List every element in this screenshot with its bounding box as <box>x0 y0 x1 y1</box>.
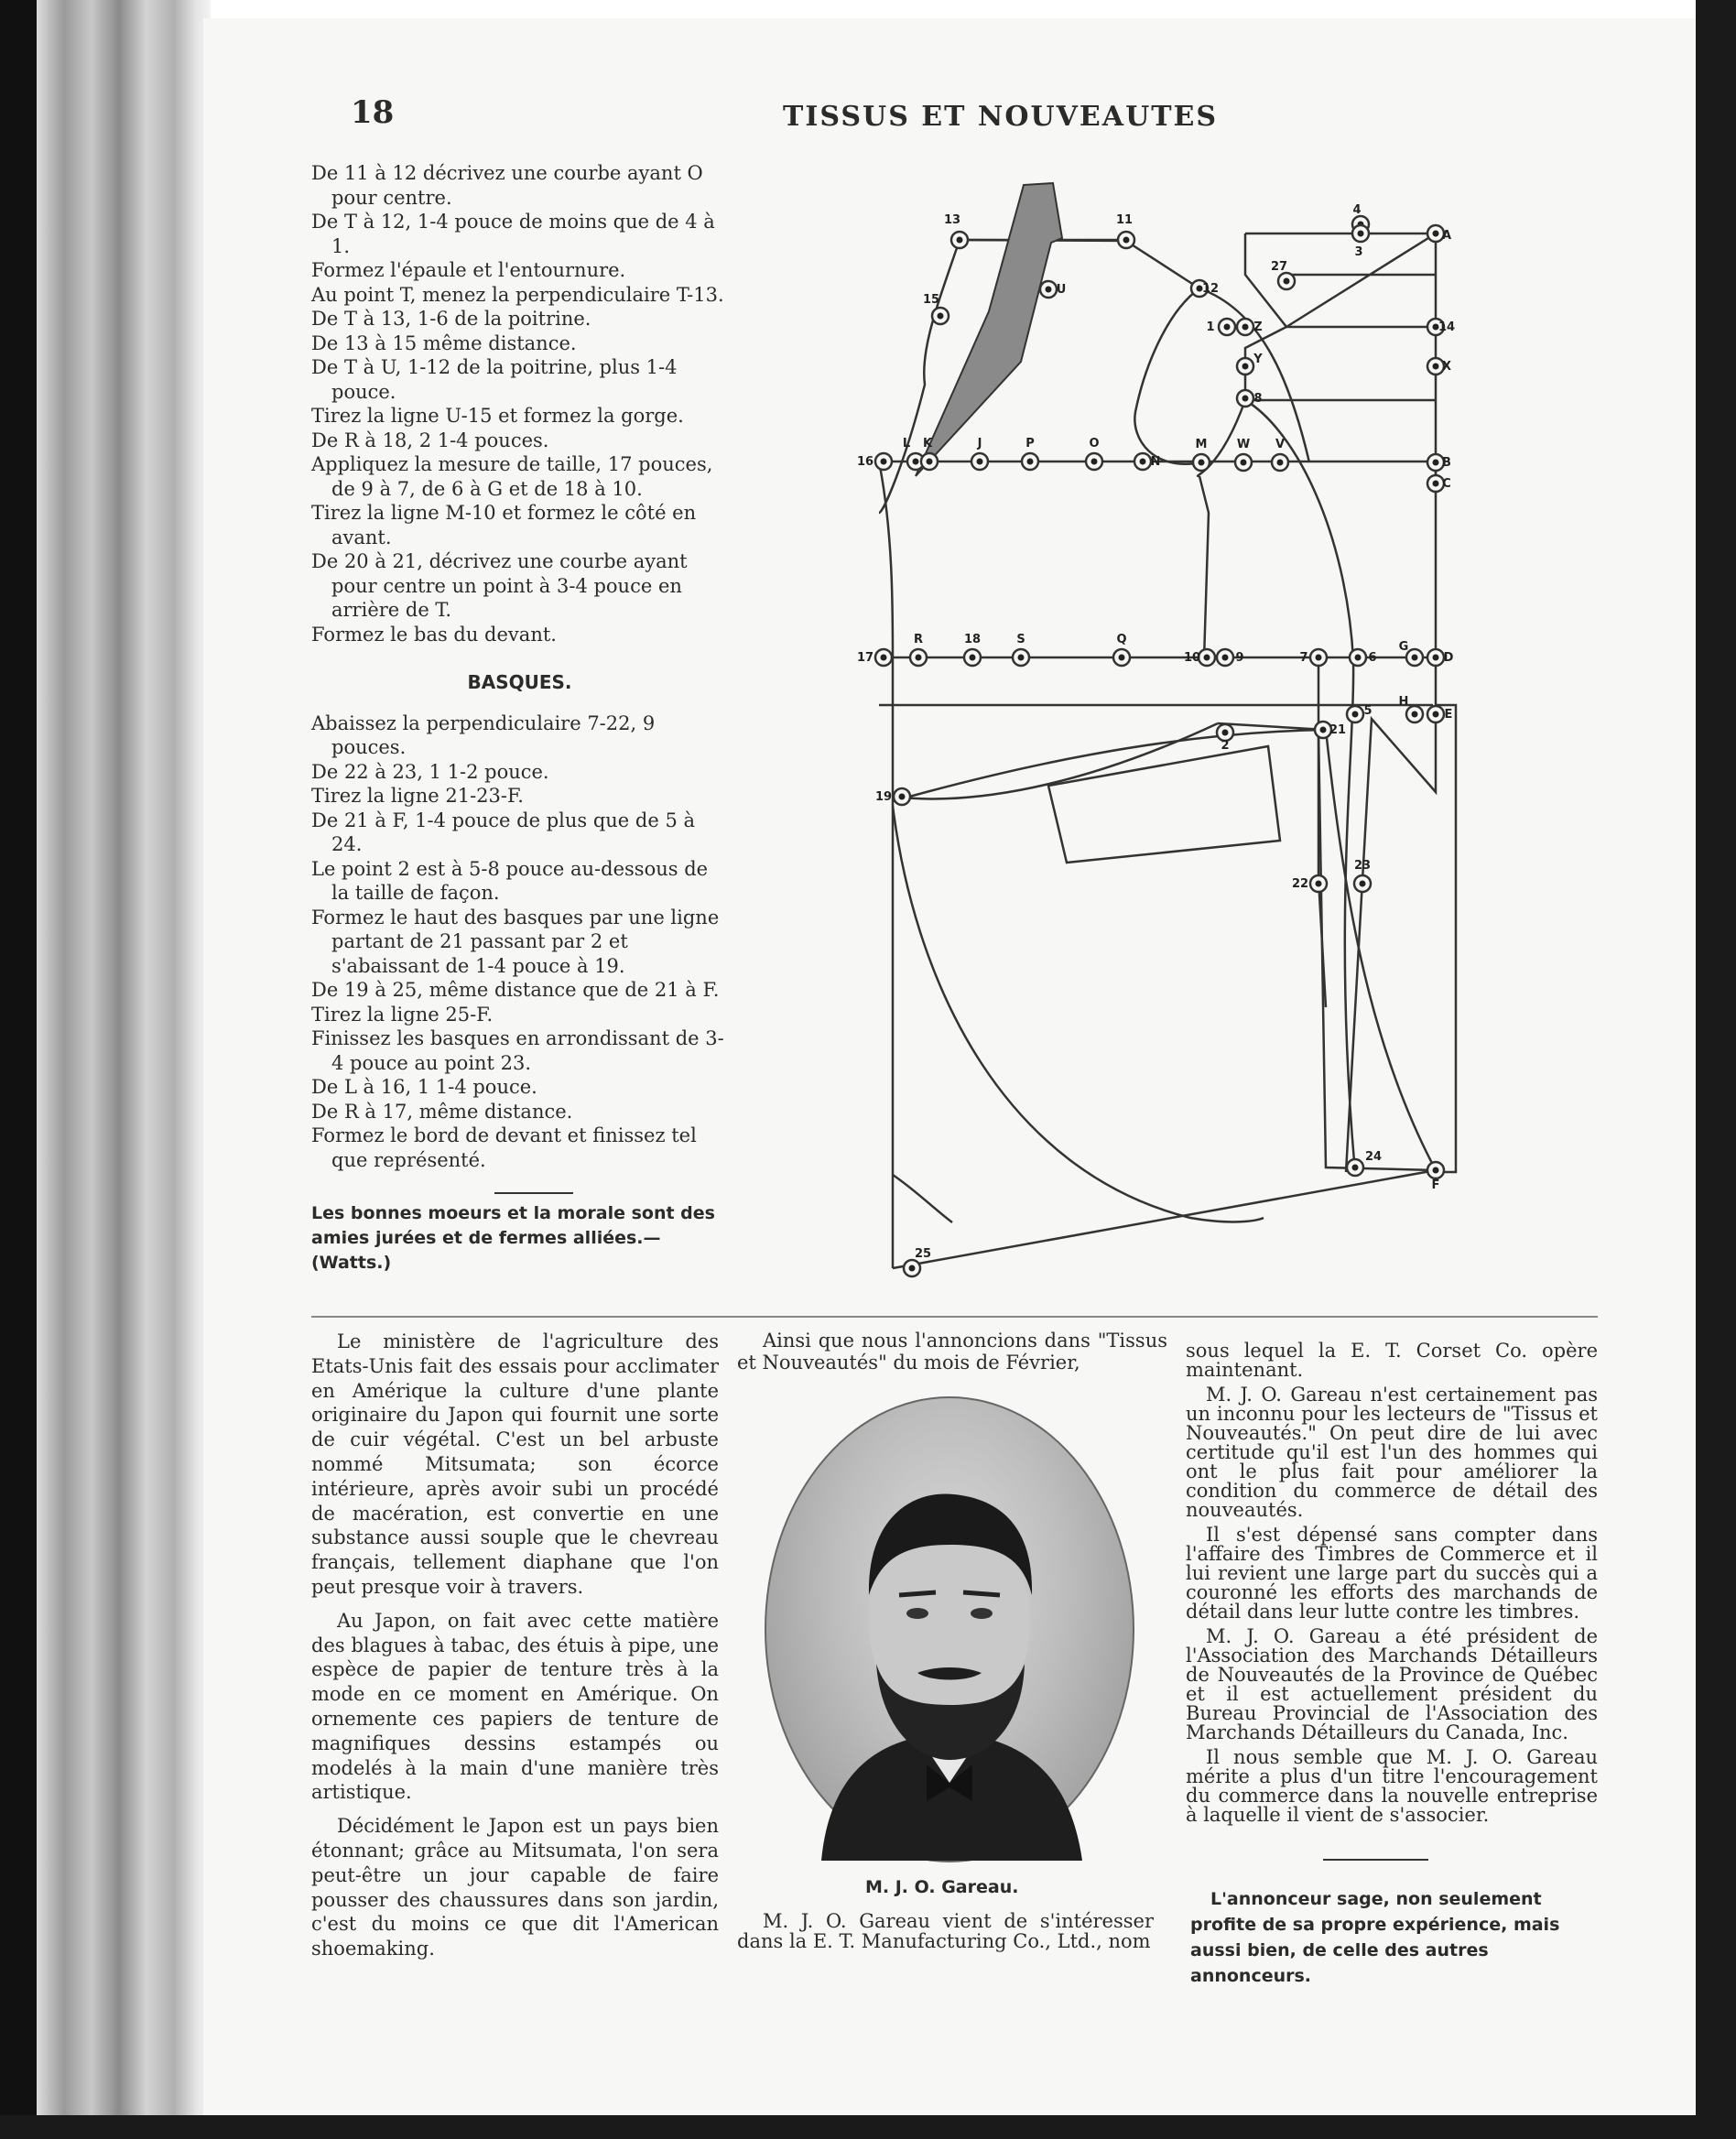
point-label: L <box>902 437 911 451</box>
point-label: V <box>1275 438 1286 451</box>
instruction: De 19 à 25, même distance que de 21 à F. <box>311 979 720 1001</box>
construction-point-center <box>1316 655 1322 661</box>
point-label: 23 <box>1353 859 1372 873</box>
point-label: X <box>1441 360 1452 374</box>
point-label: 1 <box>1206 320 1215 334</box>
point-label: O <box>1089 437 1100 451</box>
construction-point-center <box>881 655 887 661</box>
bottom-column-3 <box>1186 1341 1598 1825</box>
paragraph: Ainsi que nous l'annoncions dans "Tissus et Nouveautés" du mois de Février, <box>737 1330 1167 1374</box>
construction-point-center <box>1199 460 1205 466</box>
instruction: Formez le haut des basques par une ligne partant de 21 passant par 2 et s'abaissant de 1-4 pouce à 19. <box>311 906 720 977</box>
pattern-diagram <box>856 174 1483 1282</box>
instruction: De T à 12, 1-4 pouce de moins que de 4 à 1. <box>311 211 715 257</box>
construction-point-center <box>927 459 933 465</box>
instruction: De 11 à 12 décrivez une courbe ayant O pour centre. <box>311 162 703 209</box>
instruction: Appliquez la mesure de taille, 17 pouces, de 9 à 7, de 6 à G et de 18 à 10. <box>311 453 713 500</box>
construction-point-center <box>1119 655 1125 661</box>
construction-point-center <box>977 459 983 465</box>
instruction: De T à 13, 1-6 de la poitrine. <box>311 308 591 330</box>
point-label: 12 <box>1201 282 1220 296</box>
point-label: 7 <box>1299 651 1308 665</box>
point-label: Q <box>1116 633 1127 646</box>
paragraph: M. J. O. Gareau n'est certainement pas un inconnu pour les lecteurs de "Tissus et Nouveautés." On peut dire de lui avec certitude qu'il est l'un des hommes qui ont le plus fait pour améliorer la condition du commerce de détail des nouveautés. <box>1186 1384 1598 1521</box>
instruction: Tirez la ligne M-10 et formez le côté en avant. <box>311 502 697 548</box>
construction-point-center <box>1018 655 1025 661</box>
paragraph: Le ministère de l'agriculture des Etats-Unis fait des essais pour acclimater en Amérique la culture d'une plante originaire du Japon qui fournit une sorte de cuir végétal. C'est un bel arbuste nommé Mitsumata; son écorce intérieure, après avoir subi un procédé de macération, est convertie en une substance aussi souple que le chevreau français, tellement diaphane que l'on peut presque voir à travers. <box>311 1330 719 1598</box>
construction-point-center <box>1433 460 1439 466</box>
construction-point-center <box>1140 459 1146 465</box>
collar-shaded <box>916 183 1062 476</box>
construction-point-center <box>1316 881 1322 887</box>
point-label: Z <box>1253 320 1263 334</box>
construction-point-center <box>1433 655 1439 661</box>
point-label: 27 <box>1270 260 1288 274</box>
instruction: De 20 à 21, décrivez une courbe ayant pour centre un point à 3-4 pouce en arrière de T. <box>311 550 688 621</box>
construction-point-center <box>1027 459 1034 465</box>
instruction: Tirez la ligne 21-23-F. <box>311 785 524 807</box>
left-column <box>311 161 728 1172</box>
construction-point-center <box>1123 237 1130 244</box>
construction-point-center <box>1352 1165 1359 1171</box>
construction-point-center <box>1358 231 1364 237</box>
point-label: 18 <box>963 633 982 646</box>
bottom-column-2-top <box>737 1330 1167 1374</box>
instruction: Formez l'épaule et l'entournure. <box>311 259 626 281</box>
point-label: S <box>1016 633 1025 646</box>
point-label: 17 <box>856 651 874 665</box>
point-label: 22 <box>1291 877 1309 891</box>
paragraph: Décidément le Japon est un pays bien étonnant; grâce au Mitsumata, l'on sera peut-être un jour capable de faire pousser des chaussures dans son jardin, c'est du moins ce que dit l'American shoemaking. <box>311 1815 719 1960</box>
paragraph: Il s'est dépensé sans compter dans l'affaire des Timbres de Commerce et il lui revient une large part du succès qui a couronné les efforts des marchands de détail dans leur lutte contre les timbres. <box>1186 1524 1598 1623</box>
point-label: 11 <box>1115 213 1134 227</box>
construction-point-center <box>1277 460 1284 466</box>
paragraph: sous lequel la E. T. Corset Co. opère maintenant. <box>1186 1340 1598 1381</box>
construction-point-center <box>909 1265 916 1272</box>
point-label: 13 <box>943 213 961 227</box>
point-label: K <box>922 437 933 451</box>
paragraph: M. J. O. Gareau vient de s'intéresser dans la E. T. Manufacturing Co., Ltd., nom <box>737 1910 1154 1952</box>
point-label: 25 <box>914 1247 932 1261</box>
construction-point-center <box>1224 324 1231 331</box>
point-label: 6 <box>1368 651 1377 665</box>
point-label: P <box>1025 437 1035 451</box>
point-label: 2 <box>1221 739 1230 753</box>
construction-point-center <box>1242 324 1249 331</box>
point-label: Y <box>1253 353 1263 366</box>
construction-point-center <box>1091 459 1098 465</box>
construction-point-center <box>1433 481 1439 487</box>
construction-point-center <box>1433 364 1439 370</box>
bottom-column-1 <box>311 1330 719 1961</box>
construction-point-center <box>1433 711 1439 718</box>
instruction: De T à U, 1-12 de la poitrine, plus 1-4 pouce. <box>311 356 678 403</box>
scan-border-bottom <box>0 2115 1736 2139</box>
construction-point-center <box>1046 287 1052 293</box>
instruction: De R à 18, 2 1-4 pouces. <box>311 429 549 451</box>
point-label: 10 <box>1183 651 1201 665</box>
point-label: 14 <box>1438 320 1456 334</box>
paragraph: Au Japon, on fait avec cette matière des blagues à tabac, des étuis à pipe, une espèce de papier de tenture très à la mode en ce moment en Amérique. On ornemente ces papiers de tenture de magnifiques dessins estampés ou modelés à la main d'une manière très artistique. <box>311 1609 719 1804</box>
instruction: Le point 2 est à 5-8 pouce au-dessous de la taille de façon. <box>311 857 709 904</box>
construction-point-center <box>957 237 963 244</box>
construction-point-center <box>1352 711 1359 718</box>
page-header-title: TISSUS ET NOUVEAUTES <box>783 101 1219 133</box>
point-label: B <box>1442 456 1451 470</box>
construction-point-center <box>1204 655 1210 661</box>
bottom-column-2-bottom <box>737 1911 1154 1951</box>
construction-point-center <box>1355 655 1362 661</box>
instruction-list <box>311 161 728 646</box>
construction-point-center <box>916 655 922 661</box>
instruction: De 21 à F, 1-4 pouce de plus que de 5 à 24. <box>311 809 696 855</box>
instruction: De R à 17, même distance. <box>311 1100 573 1123</box>
point-label: H <box>1398 695 1409 709</box>
construction-point-center <box>1412 655 1418 661</box>
point-label: 21 <box>1329 723 1347 737</box>
instruction: De 22 à 23, 1 1-2 pouce. <box>311 760 549 783</box>
point-label: G <box>1398 640 1409 654</box>
portrait-caption: M. J. O. Gareau. <box>865 1877 1019 1897</box>
point-label: 15 <box>922 293 940 307</box>
point-label: 3 <box>1354 245 1363 259</box>
construction-point-center <box>1360 881 1366 887</box>
construction-point-center <box>1241 460 1247 466</box>
portrait-photo <box>765 1396 1134 1862</box>
point-label: A <box>1441 229 1452 243</box>
point-label: C <box>1442 477 1451 491</box>
page-number: 18 <box>351 94 395 131</box>
point-label: 24 <box>1364 1150 1383 1164</box>
scan-border-right <box>1696 0 1736 2139</box>
book-spine <box>0 0 211 2139</box>
construction-point-center <box>1433 1167 1439 1174</box>
construction-point-center <box>1242 396 1249 402</box>
paragraph: Il nous semble que M. J. O. Gareau mérite a plus d'un titre l'encouragement du commerce dans la nouvelle entreprise à laquelle il vient de s'associer. <box>1186 1746 1598 1826</box>
construction-point-center <box>1433 231 1439 237</box>
point-label: 16 <box>856 455 874 469</box>
point-label: J <box>977 437 982 451</box>
construction-point-center <box>881 459 887 465</box>
point-label: 8 <box>1253 392 1263 406</box>
watts-quote: Les bonnes moeurs et la morale sont des amies jurées et de fermes alliées.—(Watts.) <box>311 1203 715 1273</box>
construction-point-center <box>1222 655 1229 661</box>
point-label: M <box>1195 438 1208 451</box>
point-label: R <box>913 633 924 646</box>
construction-point-center <box>938 313 944 320</box>
point-label: W <box>1236 438 1251 451</box>
construction-point-center <box>913 459 919 465</box>
construction-point-center <box>899 794 906 800</box>
divider <box>494 1192 573 1194</box>
instruction: Finissez les basques en arrondissant de 3-4 pouce au point 23. <box>311 1027 724 1074</box>
instruction: Formez le bord de devant et finissez tel que représenté. <box>311 1124 697 1171</box>
basques-heading: BASQUES. <box>467 671 572 693</box>
instruction: Tirez la ligne 25-F. <box>311 1003 494 1026</box>
divider <box>1323 1859 1428 1861</box>
point-label: F <box>1431 1178 1440 1192</box>
construction-point-center <box>1222 730 1229 736</box>
point-label: 5 <box>1363 704 1373 718</box>
paragraph: M. J. O. Gareau a été président de l'Association des Marchands Détailleurs de Nouveautés de la Province de Québec et il est actuellement président du Bureau Provincial de l'Association des Marchands Détailleurs du Canada, Inc. <box>1186 1625 1598 1743</box>
construction-point-center <box>1320 727 1327 733</box>
construction-point-center <box>1412 711 1418 718</box>
point-label: 4 <box>1352 203 1362 217</box>
portrait-figure <box>766 1398 1133 1861</box>
section-divider <box>311 1316 1598 1318</box>
point-label: D <box>1443 651 1454 665</box>
construction-point-center <box>1242 364 1249 370</box>
instruction: De 13 à 15 même distance. <box>311 331 577 354</box>
construction-point-center <box>1284 278 1290 285</box>
point-label: E <box>1444 708 1453 722</box>
instruction: Tirez la ligne U-15 et formez la gorge. <box>311 405 684 427</box>
basques-list <box>311 711 728 1173</box>
construction-point-center <box>970 655 976 661</box>
instruction: Formez le bas du devant. <box>311 623 557 646</box>
instruction: Abaissez la perpendiculaire 7-22, 9 pouces. <box>311 711 656 758</box>
point-label: 9 <box>1235 651 1244 665</box>
advertiser-quote: L'annonceur sage, non seulement profite de sa propre expérience, mais aussi bien, de celle des autres annonceurs. <box>1190 1889 1560 1986</box>
point-label: 19 <box>874 790 893 804</box>
instruction: Au point T, menez la perpendiculaire T-13. <box>311 283 724 306</box>
point-label: N <box>1150 455 1161 469</box>
point-label: U <box>1056 283 1067 297</box>
instruction: De L à 16, 1 1-4 pouce. <box>311 1076 537 1098</box>
